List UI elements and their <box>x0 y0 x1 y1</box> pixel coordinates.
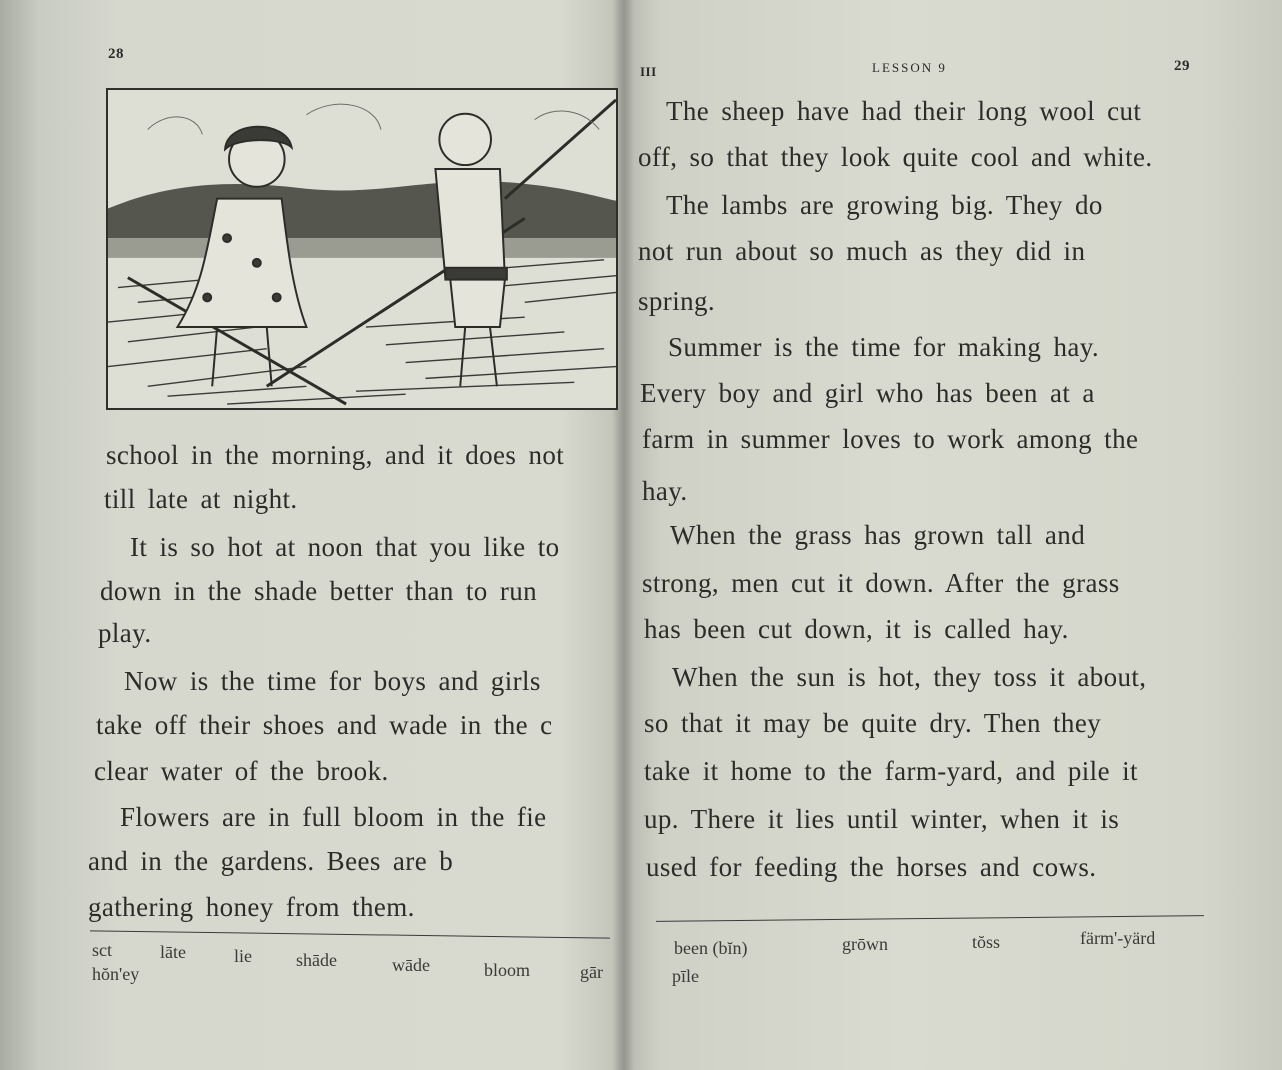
vocab-word: wāde <box>392 955 430 975</box>
left-text-line: and in the gardens. Bees are b <box>88 846 454 876</box>
vocab-word: pīle <box>672 966 699 986</box>
right-text-line: The lambs are growing big. They do <box>666 190 1103 220</box>
hay-raking-illustration <box>106 88 618 410</box>
right-text-line: The sheep have had their long wool cut <box>666 96 1142 126</box>
right-text-line: spring. <box>638 286 716 316</box>
vocab-word: shāde <box>296 950 337 970</box>
right-text-line: Summer is the time for making hay. <box>668 332 1100 362</box>
left-text-line: gathering honey from them. <box>88 892 415 922</box>
lesson-header: LESSON 9 <box>872 60 947 75</box>
left-text-line: school in the morning, and it does not <box>106 440 565 470</box>
left-text-line: Now is the time for boys and girls <box>124 666 541 696</box>
vocab-word: gār <box>580 962 603 982</box>
left-page-number: 28 <box>108 46 124 62</box>
left-text-line: play. <box>98 618 152 648</box>
right-text-line: take it home to the farm-yard, and pile it <box>644 756 1138 786</box>
vocab-word: bloom <box>484 960 531 980</box>
vocab-word: been (bĭn) <box>674 938 748 958</box>
vocab-word: lie <box>234 946 252 966</box>
right-text-line: off, so that they look quite cool and white. <box>638 142 1153 172</box>
right-page-number: 29 <box>1174 58 1190 74</box>
vocab-word: grōwn <box>842 934 888 954</box>
vocab-word: hŏn'ey <box>92 964 140 984</box>
left-text-line: till late at night. <box>104 484 298 514</box>
vocab-word: sct <box>92 940 112 960</box>
left-page <box>0 0 618 1070</box>
right-vocab-rule <box>656 915 1204 922</box>
right-text-line: has been cut down, it is called hay. <box>644 614 1069 644</box>
vocab-word: lāte <box>160 942 186 962</box>
right-text-line: Every boy and girl who has been at a <box>640 378 1095 408</box>
right-text-line: farm in summer loves to work among the <box>642 424 1139 454</box>
left-text-line: It is so hot at noon that you like to <box>130 532 560 562</box>
left-text-line: clear water of the brook. <box>94 756 389 786</box>
vocab-word: färm'-yärd <box>1080 928 1156 948</box>
left-text-line: down in the shade better than to run <box>100 576 538 606</box>
right-text-line: When the grass has grown tall and <box>670 520 1086 550</box>
right-text-line: hay. <box>642 476 688 506</box>
right-text-line: up. There it lies until winter, when it is <box>644 804 1120 834</box>
right-text-line: not run about so much as they did in <box>638 236 1086 266</box>
left-vocab-rule <box>90 930 610 938</box>
right-text-line: When the sun is hot, they toss it about, <box>672 662 1147 692</box>
vocab-word: tŏss <box>972 932 1001 952</box>
right-text-line: strong, men cut it down. After the grass <box>642 568 1120 598</box>
right-roman-numeral: III <box>640 64 657 79</box>
right-text-line: so that it may be quite dry. Then they <box>644 708 1102 738</box>
left-text-line: take off their shoes and wade in the c <box>96 710 553 740</box>
left-text-line: Flowers are in full bloom in the fie <box>120 802 547 832</box>
right-text-line: used for feeding the horses and cows. <box>646 852 1097 882</box>
right-page <box>630 0 1282 1070</box>
